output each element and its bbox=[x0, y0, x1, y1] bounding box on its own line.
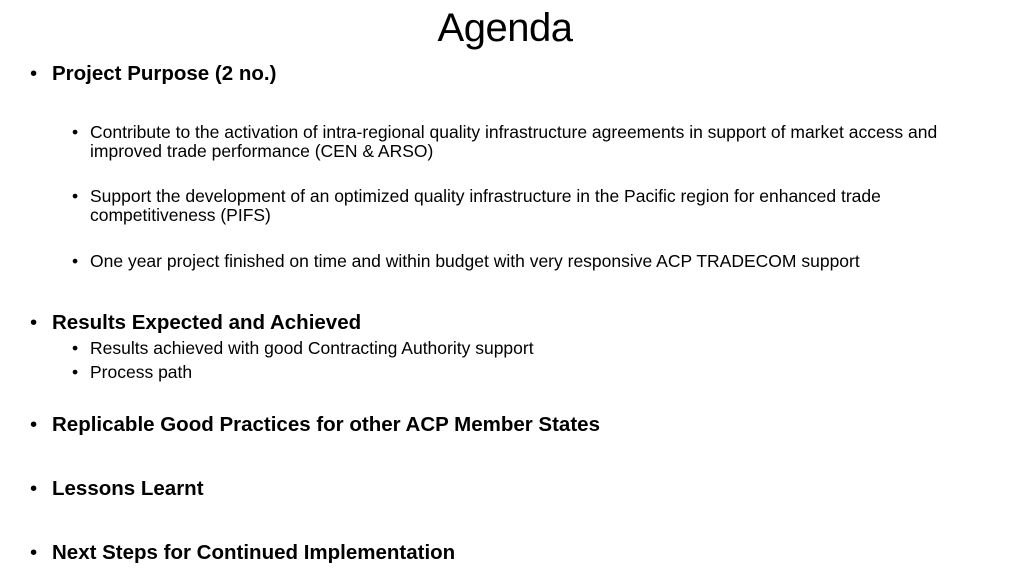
bullet-results bbox=[30, 310, 361, 336]
bullet-dot: • bbox=[30, 311, 38, 334]
bullet-lessons-learnt bbox=[30, 476, 204, 502]
bullet-next-steps bbox=[30, 540, 455, 566]
sub-bullet-item bbox=[72, 252, 1002, 271]
sub-bullet-text: Results achieved with good Contracting Authority support bbox=[90, 338, 534, 358]
bullet-project-purpose bbox=[30, 61, 276, 87]
slide-title: Agenda bbox=[437, 6, 573, 50]
bullet-dot: • bbox=[72, 122, 79, 142]
heading-good-practices: Replicable Good Practices for other ACP Member States bbox=[52, 413, 600, 436]
bullet-dot: • bbox=[72, 362, 79, 382]
bullet-dot: • bbox=[72, 251, 79, 271]
sub-bullet-text: Contribute to the activation of intra-regional quality infrastructure agreements in support of market access and improved trade performance (CEN & ARSO) bbox=[90, 122, 938, 161]
sub-bullet-text: Process path bbox=[90, 362, 193, 382]
bullet-dot: • bbox=[30, 62, 38, 85]
bullet-dot: • bbox=[30, 413, 38, 436]
sub-bullet-item bbox=[72, 363, 1002, 382]
heading-next-steps: Next Steps for Continued Implementation bbox=[52, 541, 456, 564]
bullet-dot: • bbox=[30, 541, 38, 564]
heading-lessons-learnt: Lessons Learnt bbox=[52, 477, 204, 500]
bullet-dot: • bbox=[72, 186, 79, 206]
heading-project-purpose: Project Purpose (2 no.) bbox=[52, 62, 277, 85]
sub-bullet-item bbox=[72, 339, 1002, 358]
bullet-dot: • bbox=[72, 338, 79, 358]
sub-bullet-item bbox=[72, 187, 1002, 225]
sub-bullet-text: One year project finished on time and within budget with very responsive ACP TRADECOM support bbox=[90, 251, 860, 271]
bullet-dot: • bbox=[30, 477, 38, 500]
bullet-good-practices bbox=[30, 412, 600, 438]
sub-bullet-item bbox=[72, 123, 1002, 161]
heading-results: Results Expected and Achieved bbox=[52, 311, 362, 334]
sub-bullet-text: Support the development of an optimized quality infrastructure in the Pacific region for enhanced trade competitiveness (PIFS) bbox=[90, 186, 881, 225]
